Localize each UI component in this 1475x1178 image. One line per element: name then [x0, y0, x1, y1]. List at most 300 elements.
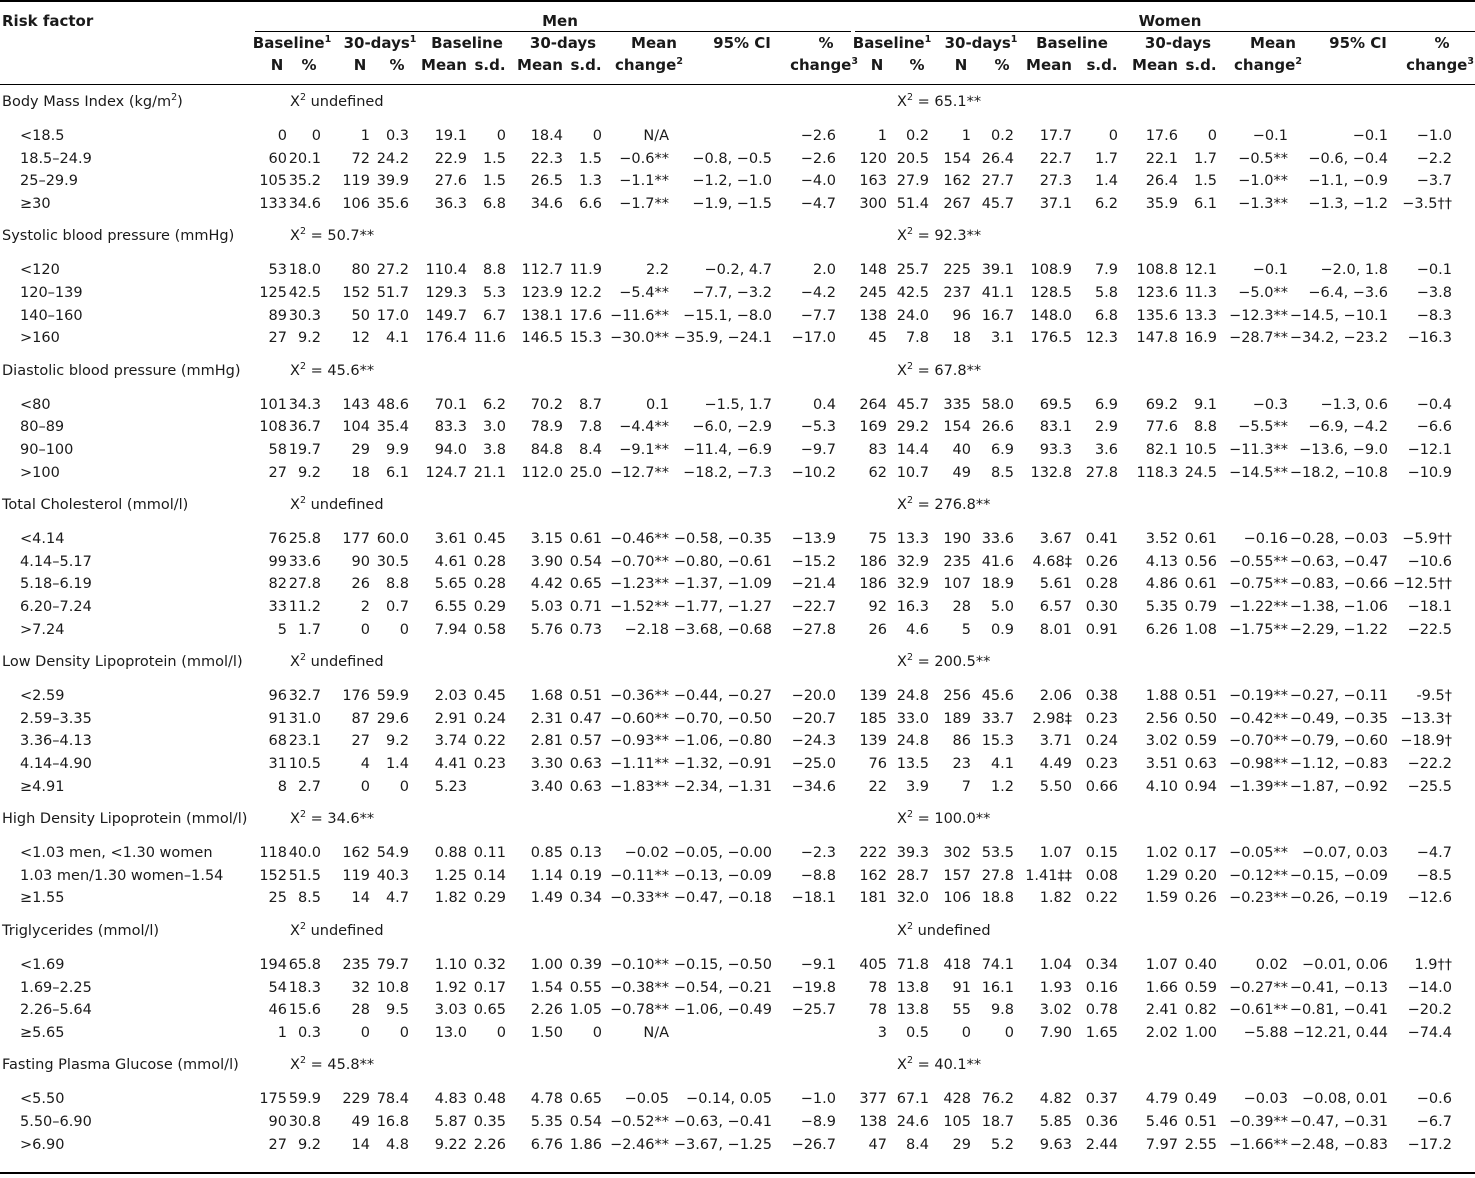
men-cell: 1.00 — [530, 957, 563, 973]
men-cell: 235 — [342, 957, 370, 973]
women-cell: 37.1 — [1039, 195, 1072, 212]
women-cell: 2.44 — [1085, 1136, 1118, 1153]
row-label: 4.14–4.90 — [20, 756, 92, 772]
men-cell: 2.26 — [530, 1002, 563, 1019]
women-cell: 107 — [943, 576, 971, 593]
men-cell: 87 — [351, 710, 370, 727]
women-cell: −12.3** — [1229, 307, 1288, 324]
women-chi-symbol: X — [897, 923, 907, 939]
women-cell: 16.3 — [896, 599, 929, 615]
women-cell: 27.9 — [896, 173, 929, 190]
women-cell: −17.2 — [1407, 1136, 1452, 1153]
men-cell: 0.3 — [385, 128, 409, 144]
men-cell: −34.6 — [791, 778, 836, 795]
men-cell: −22.7 — [791, 599, 836, 615]
women-cell: 108.9 — [1030, 262, 1072, 279]
women-cell: 176.5 — [1030, 330, 1072, 347]
men-cell: −0.63, −0.41 — [673, 1114, 772, 1130]
women-cell: −1.38, −1.06 — [1289, 599, 1388, 615]
men-sd-header: s.d. — [474, 56, 506, 74]
footnote-marker: 2 — [906, 360, 913, 372]
women-cell: 9.63 — [1039, 1136, 1072, 1153]
women-cell: −1.66** — [1229, 1136, 1288, 1153]
women-cell: 24.0 — [896, 307, 929, 324]
men-cell: 176.4 — [425, 330, 467, 347]
women-cell: 162 — [943, 173, 971, 190]
women-cell: −34.2, −23.2 — [1289, 330, 1388, 347]
men-chi-symbol: X — [290, 497, 300, 514]
men-cell: 110.4 — [425, 262, 467, 279]
women-cell: −5.5** — [1238, 419, 1288, 436]
men-cell: −18.2, −7.3 — [683, 464, 772, 481]
men-cell: 1.10 — [434, 957, 467, 973]
women-cell: 3.9 — [905, 778, 929, 795]
women-cell: 3.02 — [1039, 1002, 1072, 1019]
women-baseline-count-header-text: Baseline — [852, 34, 925, 52]
men-cell: 0.1 — [645, 396, 669, 413]
men-30days-mean-header — [523, 34, 603, 52]
men-cell: 53 — [268, 262, 287, 279]
women-cell: 186 — [859, 553, 887, 570]
men-cell: 101 — [259, 396, 287, 413]
men-cell: 94.0 — [434, 442, 467, 458]
women-cell: −0.61** — [1229, 1002, 1288, 1019]
women-cell: -9.5† — [1416, 688, 1452, 705]
men-cell: 11.9 — [569, 262, 602, 279]
women-cell: 51.4 — [896, 195, 929, 212]
men-header: Men — [542, 12, 578, 30]
women-cell: 0.28 — [1085, 576, 1118, 593]
men-cell: 0.34 — [569, 890, 602, 907]
men-cell: 4.8 — [385, 1136, 409, 1153]
men-cell: 14 — [351, 890, 370, 907]
footnote-marker: 2 — [299, 226, 306, 238]
men-cell: −1.7** — [619, 195, 669, 212]
men-cell: −11.6** — [610, 307, 669, 324]
men-cell: 0.65 — [473, 1002, 506, 1019]
men-cell: −2.34, −1.31 — [673, 778, 772, 795]
men-cell: −0.8, −0.5 — [692, 150, 772, 167]
men-cell: 3.8 — [482, 442, 506, 458]
women-cell: 0.94 — [1184, 778, 1217, 795]
men-cell: −5.4** — [619, 285, 669, 301]
women-cell: −1.22** — [1229, 599, 1288, 615]
women-cell: 3.1 — [990, 330, 1014, 347]
men-mean-header: Mean — [421, 56, 467, 74]
row-label: 1.03 men/1.30 women–1.54 — [20, 867, 224, 884]
men-cell: 32.7 — [288, 688, 321, 705]
men-cell: 0.23 — [473, 756, 506, 772]
women-cell: 69.5 — [1039, 396, 1072, 413]
men-cell: 0.14 — [473, 867, 506, 884]
women-cell: −12.1 — [1407, 442, 1452, 458]
men-cell: 27.8 — [288, 576, 321, 593]
men-cell: 4.7 — [385, 890, 409, 907]
men-cell: 0.24 — [473, 710, 506, 727]
women-cell: 154 — [943, 150, 971, 167]
women-cell: −6.6 — [1416, 419, 1452, 436]
men-cell: 78.9 — [530, 419, 563, 436]
women-cell: −0.6, −0.4 — [1308, 150, 1388, 167]
men-cell: −0.80, −0.61 — [673, 553, 772, 570]
men-cell: 0.13 — [569, 845, 602, 862]
women-cell: 162 — [859, 867, 887, 884]
men-chi-square — [290, 93, 384, 111]
men-cell: 3.0 — [482, 419, 506, 436]
men-cell: 90 — [268, 1114, 287, 1130]
men-cell: −1.11** — [610, 756, 669, 772]
men-cell: 4.42 — [530, 576, 563, 593]
men-cell: −17.0 — [791, 330, 836, 347]
men-cell: 65.8 — [288, 957, 321, 973]
men-chi-symbol: X — [290, 811, 300, 828]
women-cell: 24.5 — [1184, 464, 1217, 481]
men-cell: 27.6 — [434, 173, 467, 190]
men-cell: 5.23 — [434, 778, 467, 795]
men-cell: 22.3 — [530, 150, 563, 167]
women-cell: −14.5** — [1229, 464, 1288, 481]
section-title — [2, 922, 159, 940]
women-chi-value: = 100.0** — [912, 811, 991, 828]
women-cell: 148.0 — [1030, 307, 1072, 324]
women-cell: 0.2 — [990, 128, 1014, 144]
men-cell: 8.4 — [578, 442, 602, 458]
women-cell: 138 — [859, 1114, 887, 1130]
women-cell: 22 — [868, 778, 887, 795]
footnote-marker: 2 — [299, 495, 306, 507]
men-cell: 13.0 — [434, 1024, 467, 1041]
men-cell: 79.7 — [376, 957, 409, 973]
women-cell: 0.2 — [905, 128, 929, 144]
women-mean-header: Mean — [1026, 56, 1072, 74]
women-cell: −6.4, −3.6 — [1308, 285, 1388, 301]
women-30days-count-header-text: 30-days — [944, 34, 1011, 52]
women-cell: −16.3 — [1407, 330, 1452, 347]
women-cell: −4.7 — [1416, 845, 1452, 862]
women-cell: 105 — [943, 1114, 971, 1130]
women-cell: 28.7 — [896, 867, 929, 884]
women-cell: 6.1 — [1193, 195, 1217, 212]
women-baseline-mean-header-text: Baseline — [1036, 34, 1108, 52]
men-cell: 152 — [342, 285, 370, 301]
women-cell: 9.1 — [1193, 396, 1217, 413]
men-cell: 10.8 — [376, 979, 409, 996]
women-cell: −1.3** — [1238, 195, 1288, 212]
women-header: Women — [1138, 12, 1202, 30]
men-cell: 30.5 — [376, 553, 409, 570]
women-cell: 237 — [943, 285, 971, 301]
women-cell: 92 — [868, 599, 887, 615]
women-cell: 5.8 — [1094, 285, 1118, 301]
men-cell: 10.5 — [288, 756, 321, 772]
women-cell: 39.3 — [896, 845, 929, 862]
men-cell: 48.6 — [376, 396, 409, 413]
men-cell: −7.7 — [800, 307, 836, 324]
men-cell: 104 — [342, 419, 370, 436]
women-cell: 33.7 — [981, 710, 1014, 727]
women-cell: −2.48, −0.83 — [1289, 1136, 1388, 1153]
women-cell: 267 — [943, 195, 971, 212]
women-chi-symbol: X — [897, 654, 907, 671]
men-cell: −1.37, −1.09 — [673, 576, 772, 593]
women-cell: 139 — [859, 733, 887, 750]
men-cell: 27 — [268, 1136, 287, 1153]
men-cell: 3.40 — [530, 778, 563, 795]
men-cell: 0.29 — [473, 890, 506, 907]
women-cell: 39.1 — [981, 262, 1014, 279]
women-baseline-mean-header — [1032, 34, 1112, 52]
women-n-header: N — [870, 56, 884, 74]
men-cell: −1.2, −1.0 — [692, 173, 772, 190]
men-cell: 26.5 — [530, 173, 563, 190]
row-label: 90–100 — [20, 442, 74, 458]
men-cell: 27.2 — [376, 262, 409, 279]
women-cell: 0 — [961, 1024, 971, 1041]
men-cell: 9.2 — [297, 464, 321, 481]
men-cell: −18.1 — [791, 890, 836, 907]
women-cell: 7.8 — [905, 330, 929, 347]
women-cell: 0.66 — [1085, 778, 1118, 795]
men-cell: 80 — [351, 262, 370, 279]
women-cell: −0.81, −0.41 — [1289, 1002, 1388, 1019]
men-chi-value: = 45.8** — [305, 1057, 375, 1074]
men-cell: 0.57 — [569, 733, 602, 750]
women-cell: 1.2 — [990, 778, 1014, 795]
row-label: ≥1.55 — [20, 890, 65, 907]
men-cell: 27 — [268, 464, 287, 481]
women-cell: 1.82 — [1039, 890, 1072, 907]
men-cell: 42.5 — [288, 285, 321, 301]
section-title — [2, 496, 188, 514]
footnote-marker: 2 — [906, 495, 913, 507]
men-cell: 8 — [277, 778, 287, 795]
section-title-text: Total Cholesterol (mmol/l) — [2, 497, 189, 514]
men-cell: −20.0 — [791, 688, 836, 705]
section-title-text: Diastolic blood pressure (mmHg) — [2, 362, 241, 379]
footnote-marker: 2 — [906, 809, 913, 821]
women-chi-value: = 40.1** — [912, 1057, 982, 1074]
men-cell: −0.05, −0.00 — [673, 845, 772, 862]
footnote-marker: 2 — [171, 92, 178, 103]
women-cell: −2.2 — [1416, 150, 1452, 167]
women-cell: 135.6 — [1136, 307, 1178, 324]
women-cell: 405 — [859, 957, 887, 973]
men-cell: 1.68 — [530, 688, 563, 705]
women-cell: 1.65 — [1085, 1024, 1118, 1041]
men-change3-header — [778, 56, 858, 74]
men-cell: 89 — [268, 307, 287, 324]
men-cell: −27.8 — [791, 621, 836, 638]
men-cell: 138.1 — [521, 307, 563, 324]
men-cell: −4.0 — [800, 173, 836, 190]
men-pct-change-header-text: % — [818, 34, 834, 52]
men-n2-header: N — [353, 56, 367, 74]
men-cell: 5.35 — [530, 1114, 563, 1130]
men-cell: 6.2 — [482, 396, 506, 413]
men-cell: 2.03 — [434, 688, 467, 705]
men-cell: 0.71 — [569, 599, 602, 615]
women-cell: 35.9 — [1145, 195, 1178, 212]
women-cell: 377 — [859, 1091, 887, 1108]
women-cell: 235 — [943, 553, 971, 570]
row-label: 1.69–2.25 — [20, 979, 92, 996]
women-cell: 5.2 — [990, 1136, 1014, 1153]
women-cell: 27.8 — [981, 867, 1014, 884]
women-cell: −0.55** — [1229, 553, 1288, 570]
men-cell: 9.2 — [385, 733, 409, 750]
women-cell: 0.61 — [1184, 576, 1217, 593]
row-label: 4.14–5.17 — [20, 553, 92, 570]
men-cell: −4.2 — [800, 285, 836, 301]
men-baseline-mean-header — [427, 34, 507, 52]
women-cell: −1.12, −0.83 — [1289, 756, 1388, 772]
women-cell: −0.83, −0.66 — [1289, 576, 1388, 593]
men-cell: 9.2 — [297, 1136, 321, 1153]
men-cell: −13.9 — [791, 531, 836, 548]
row-label: ≥5.65 — [20, 1024, 65, 1041]
men-cell: 30.8 — [288, 1114, 321, 1130]
women-cell: −3.8 — [1416, 285, 1452, 301]
footnote-marker: 3 — [1467, 56, 1474, 67]
women-cell: 0.82 — [1184, 1002, 1217, 1019]
women-cell: −0.07, 0.03 — [1302, 845, 1388, 862]
men-cell: 176 — [342, 688, 370, 705]
men-cell: 6.76 — [530, 1136, 563, 1153]
men-cell: −2.6 — [800, 128, 836, 144]
women-cell: −18.2, −10.8 — [1289, 464, 1388, 481]
row-label: 3.36–4.13 — [20, 733, 92, 750]
women-cell: 0.61 — [1184, 531, 1217, 548]
women-cell: 1.4 — [1094, 173, 1118, 190]
men-cell: 31 — [268, 756, 287, 772]
men-cell: −1.1** — [619, 173, 669, 190]
women-cell: 32.0 — [896, 890, 929, 907]
women-cell: 86 — [952, 733, 971, 750]
women-cell: 0.78 — [1085, 1002, 1118, 1019]
women-chi-square — [897, 1056, 981, 1074]
men-chi-symbol: X — [290, 923, 300, 939]
women-cell: 2.56 — [1145, 710, 1178, 727]
women-cell: 40 — [952, 442, 971, 458]
women-cell: 8.01 — [1039, 621, 1072, 638]
women-cell: 13.3 — [896, 531, 929, 548]
women-cell: 118.3 — [1136, 464, 1178, 481]
women-pct-change-header-text: % — [1434, 34, 1450, 52]
women-cell: −14.5, −10.1 — [1289, 307, 1388, 324]
women-cell: −12.6 — [1407, 890, 1452, 907]
women-cell: −2.0, 1.8 — [1320, 262, 1388, 279]
women-cell: 18.8 — [981, 890, 1014, 907]
men-chi-symbol: X — [290, 1057, 300, 1074]
men-cell: −24.3 — [791, 733, 836, 750]
men-cell: −25.0 — [791, 756, 836, 772]
footnote-marker: 2 — [906, 921, 913, 932]
men-cell: −8.9 — [800, 1114, 836, 1130]
women-cell: 1.59 — [1145, 890, 1178, 907]
women-cell: 3.02 — [1145, 733, 1178, 750]
men-cell: 2.0 — [812, 262, 836, 279]
men-cell: −1.77, −1.27 — [673, 599, 772, 615]
women-chi-symbol: X — [897, 94, 907, 110]
men-cell: 118 — [259, 845, 287, 862]
women-cell: −8.5 — [1416, 867, 1452, 884]
men-baseline-count-header — [252, 34, 332, 52]
men-cell: 0.7 — [385, 599, 409, 615]
women-cell: 53.5 — [981, 845, 1014, 862]
men-cell: 3.74 — [434, 733, 467, 750]
women-cell: 13.8 — [896, 979, 929, 996]
women-cell: 0 — [1108, 128, 1118, 144]
men-cell: 5.3 — [482, 285, 506, 301]
row-label: <4.14 — [20, 531, 65, 548]
women-cell: −10.6 — [1407, 553, 1452, 570]
women-cell: −12.5†† — [1393, 576, 1452, 593]
men-cell: 194 — [259, 957, 287, 973]
men-cell: 7.8 — [578, 419, 602, 436]
men-cell: 149.7 — [425, 307, 467, 324]
men-cell: −7.7, −3.2 — [692, 285, 772, 301]
men-cell: 0 — [277, 128, 287, 144]
men-cell: 7.94 — [434, 621, 467, 638]
men-cell: 18.3 — [288, 979, 321, 996]
men-cell: 17.6 — [569, 307, 602, 324]
men-cell: 177 — [342, 531, 370, 548]
men-cell: 34.6 — [530, 195, 563, 212]
women-cell: 0.24 — [1085, 733, 1118, 750]
men-cell: 1.7 — [297, 621, 321, 638]
women-cell: 3.67 — [1039, 531, 1072, 548]
men-cell: 31.0 — [288, 710, 321, 727]
women-cell: 1.9†† — [1414, 957, 1452, 973]
women-cell: −0.75** — [1229, 576, 1288, 593]
men-cell: 0.65 — [569, 1091, 602, 1108]
men-cell: −0.38** — [610, 979, 669, 996]
women-cell: 0.79 — [1184, 599, 1217, 615]
women-cell: 0.20 — [1184, 867, 1217, 884]
women-cell: 20.5 — [896, 150, 929, 167]
men-cell: 0.45 — [473, 531, 506, 548]
women-cell: 428 — [943, 1091, 971, 1108]
men-cell: −0.11** — [610, 867, 669, 884]
men-cell: 1.5 — [578, 150, 602, 167]
men-baseline-count-header-text: Baseline — [252, 34, 325, 52]
men-cell: −0.60** — [610, 710, 669, 727]
men-cell: 16.8 — [376, 1114, 409, 1130]
women-cell: 3.6 — [1094, 442, 1118, 458]
men-cell: 54.9 — [376, 845, 409, 862]
men-cell: −0.14, 0.05 — [686, 1091, 772, 1108]
men-cell: −9.1 — [800, 957, 836, 973]
women-cell: 17.7 — [1039, 128, 1072, 144]
women-cell: −0.42** — [1229, 710, 1288, 727]
men-cell: 99 — [268, 553, 287, 570]
men-cell: −12.7** — [610, 464, 669, 481]
men-cell: 46 — [268, 1002, 287, 1019]
women-cell: 1 — [961, 128, 971, 144]
row-label: ≥30 — [20, 195, 51, 212]
men-chi-value: = 50.7** — [305, 228, 375, 245]
men-cell: 2.26 — [473, 1136, 506, 1153]
women-cell: 3.71 — [1039, 733, 1072, 750]
footnote-marker: 2 — [1295, 56, 1302, 67]
footnote-marker: 2 — [299, 1055, 306, 1067]
men-cell: 0.63 — [569, 756, 602, 772]
women-cell: −10.9 — [1407, 464, 1452, 481]
women-cell: 0 — [1004, 1024, 1014, 1041]
men-cell: 125 — [259, 285, 287, 301]
women-cell: 13.8 — [896, 1002, 929, 1019]
women-cell: −2.29, −1.22 — [1289, 621, 1388, 638]
